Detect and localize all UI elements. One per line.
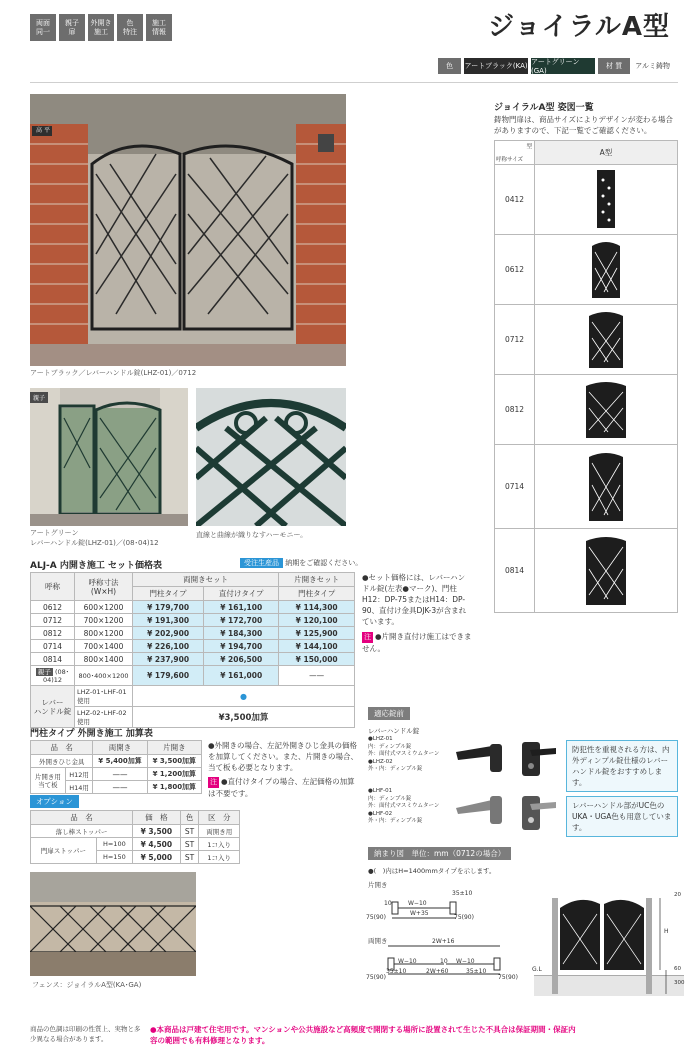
cell-name: 落し棒ストッパー bbox=[31, 825, 133, 838]
fit-elevation-drawing bbox=[534, 884, 684, 996]
lock-spec: 内：ディンプル錠 bbox=[368, 795, 412, 802]
cell-color: ST bbox=[180, 825, 199, 838]
cell-sub: H=100 bbox=[96, 838, 132, 851]
cell-price: ¥ 161,100 bbox=[204, 601, 279, 614]
dim-label: 35±10 bbox=[466, 968, 487, 975]
lock-model: ●LHZ-01 bbox=[368, 736, 393, 742]
lock-spec: 外：面付式マスミウムターン bbox=[368, 803, 440, 809]
dim-label: 75(90) bbox=[366, 914, 386, 921]
col-pillar: 門柱タイプ bbox=[133, 587, 204, 601]
order-note bbox=[240, 558, 362, 568]
feature-tag: 親子 扉 bbox=[59, 14, 85, 41]
fit-single-label: 片開き bbox=[368, 881, 388, 889]
cell-size: 800×1400 bbox=[75, 653, 133, 666]
table-row bbox=[31, 653, 355, 666]
ground-line-label: G.L bbox=[532, 966, 542, 973]
col-size-label: 呼称サイズ bbox=[496, 157, 524, 163]
pattern-size: 0712 bbox=[495, 305, 535, 375]
lock-group-1 bbox=[368, 736, 458, 774]
col-a-type: A型 bbox=[535, 141, 678, 165]
cell-price: ¥ 172,700 bbox=[204, 614, 279, 627]
fence-photo bbox=[30, 872, 196, 976]
cell-price: ¥ 144,100 bbox=[279, 640, 355, 653]
warn-mark: 注 bbox=[210, 778, 217, 786]
add-table bbox=[30, 740, 202, 794]
col-direct: 直付けタイプ bbox=[204, 587, 279, 601]
table-row-lever bbox=[31, 707, 355, 728]
lock-title-wrap bbox=[368, 708, 410, 719]
cell-name: 門扉ストッパー bbox=[31, 838, 97, 864]
cell-price: ¥ 184,300 bbox=[204, 627, 279, 640]
feature-tag: 施工 情報 bbox=[146, 14, 172, 41]
pattern-cell bbox=[535, 235, 678, 305]
footer-note: 商品の色調は印刷の性質上、実物と多少異なる場合があります。 bbox=[30, 1025, 141, 1043]
gate-0714-icon bbox=[584, 449, 628, 523]
made-to-order-badge: 受注生産品 bbox=[240, 558, 283, 568]
pattern-size: 0814 bbox=[495, 529, 535, 613]
col-size: 呼称寸法 (W×H) bbox=[75, 573, 133, 601]
pattern-row bbox=[495, 305, 678, 375]
pattern-size: 0412 bbox=[495, 165, 535, 235]
dim-label: W−10 bbox=[456, 958, 475, 965]
add-warn: ●直付けタイプの場合、左記価格の加算は不要です。 bbox=[208, 777, 355, 798]
cell-price: ¥ 237,900 bbox=[133, 653, 204, 666]
lock-spec: 内：ディンプル錠 bbox=[368, 743, 412, 750]
sub-caption-line: レバーハンドル錠(LHZ-01)／(08･04)12 bbox=[30, 539, 159, 547]
table-row bbox=[31, 640, 355, 653]
sub-caption-line: アートグリーン bbox=[30, 529, 79, 537]
col-double: 両開き bbox=[93, 741, 147, 755]
cell-size: 800×1200 bbox=[75, 627, 133, 640]
col-price: 価 格 bbox=[132, 811, 180, 825]
name-plate: 高 平 bbox=[36, 127, 50, 134]
cell-code: (08･04)12 bbox=[42, 668, 70, 684]
cell-sub: H=150 bbox=[96, 851, 132, 864]
color-swatch-green: アートグリーン(GA) bbox=[531, 58, 595, 74]
table-row bbox=[31, 825, 240, 838]
cell-size: 800･400×1200 bbox=[75, 666, 133, 686]
pattern-title: ジョイラルA型 姿図一覧 bbox=[494, 103, 594, 113]
dim-label: 35±10 bbox=[452, 890, 473, 897]
col-double: 両開きセット bbox=[133, 573, 279, 587]
pattern-corner bbox=[495, 141, 535, 165]
table-row-lever bbox=[31, 686, 355, 707]
dim-label: 20 bbox=[674, 892, 681, 898]
cell-name: 片開き用 当て板 bbox=[31, 768, 66, 794]
dim-label: H bbox=[664, 928, 669, 935]
fit-double-label: 両開き bbox=[368, 937, 388, 945]
pattern-row bbox=[495, 235, 678, 305]
col-single-pillar: 門柱タイプ bbox=[279, 587, 355, 601]
cell-size: 700×1200 bbox=[75, 614, 133, 627]
cell-price: ¥ 179,600 bbox=[133, 666, 204, 686]
dim-label: W−10 bbox=[408, 900, 427, 907]
cell-price: ¥ 150,000 bbox=[279, 653, 355, 666]
detail-photo bbox=[196, 388, 346, 526]
warn-mark: 注 bbox=[364, 633, 371, 641]
cell-color: ST bbox=[180, 838, 199, 851]
feature-tags bbox=[30, 14, 172, 41]
color-label: 色 bbox=[438, 58, 461, 74]
color-swatch-black: アートブラック(KA) bbox=[464, 58, 528, 74]
table-row bbox=[31, 601, 355, 614]
pattern-row bbox=[495, 445, 678, 529]
cell-price: ¥ 161,000 bbox=[204, 666, 279, 686]
lock-subtitle: レバーハンドル錠 bbox=[368, 727, 420, 735]
add-table-title: 門柱タイプ 外開き施工 加算表 bbox=[30, 729, 153, 739]
dim-label: 35±10 bbox=[386, 968, 407, 975]
dim-label: W−10 bbox=[398, 958, 417, 965]
lock-spec: 外・内：ディンプル錠 bbox=[368, 818, 423, 824]
lever-row: LHZ-01･LHF-01使用 bbox=[75, 686, 133, 707]
cell-price: ¥ 1,800加算 bbox=[147, 781, 201, 794]
cell-price: ¥ 4,500 bbox=[132, 838, 180, 851]
lock-spec: 外：面付式マスミウムターン bbox=[368, 751, 440, 757]
fence-caption: フェンス：ジョイラルA型(KA･GA) bbox=[32, 981, 142, 989]
cell-code: 0812 bbox=[31, 627, 75, 640]
lock-model: ●LHZ-02 bbox=[368, 758, 393, 765]
lock-spec: 外・内：ディンプル錠 bbox=[368, 766, 423, 772]
cell-price: ¥ 226,100 bbox=[133, 640, 204, 653]
cell-price: ¥ 191,300 bbox=[133, 614, 204, 627]
lock-group-2 bbox=[368, 788, 458, 826]
cell-type: 1コ入り bbox=[199, 851, 240, 864]
pattern-cell bbox=[535, 165, 678, 235]
dim-label: 60 bbox=[674, 966, 681, 972]
oyako-label: 親子 bbox=[37, 668, 51, 676]
cell-price: ¥ 125,900 bbox=[279, 627, 355, 640]
dim-label: 300 bbox=[674, 980, 685, 986]
cell-code: 0714 bbox=[31, 640, 75, 653]
page-title: ジョイラルA型 bbox=[488, 12, 670, 42]
table-row bbox=[31, 838, 240, 851]
gate-0814-icon bbox=[582, 533, 630, 607]
gate-0412-icon bbox=[591, 168, 621, 230]
cell-type: 両開き用 bbox=[199, 825, 240, 838]
dim-label: 75(90) bbox=[454, 914, 474, 921]
pattern-size: 0714 bbox=[495, 445, 535, 529]
option-badge-wrap bbox=[30, 796, 79, 807]
cell-type: 1コ入り bbox=[199, 838, 240, 851]
add-notes bbox=[208, 740, 358, 799]
pattern-row bbox=[495, 375, 678, 445]
col-single: 片開き bbox=[147, 741, 201, 755]
divider bbox=[30, 82, 678, 83]
main-photo-caption: アートブラック／レバーハンドル錠(LHZ-01)／0712 bbox=[30, 369, 197, 377]
col-name: 品 名 bbox=[31, 811, 133, 825]
dim-label: 10 bbox=[440, 958, 448, 965]
cell-price: ¥ 206,500 bbox=[204, 653, 279, 666]
col-type-label: 型 bbox=[526, 144, 532, 150]
lever-label: レバー ハンドル錠 bbox=[31, 686, 75, 728]
fence-illustration bbox=[30, 872, 196, 976]
cell-price: ¥ 5,000 bbox=[132, 851, 180, 864]
dim-label: 10 bbox=[384, 900, 392, 907]
pattern-size: 0612 bbox=[495, 235, 535, 305]
pattern-cell bbox=[535, 305, 678, 375]
price-note: ●セット価格には、レバーハンドル錠(左表●マーク)、門柱H12：DP-75またはH14：DP-90、直付け金具DJK-3が含まれています。 bbox=[362, 573, 467, 626]
table-row bbox=[31, 768, 202, 781]
cell-price: ¥ 120,100 bbox=[279, 614, 355, 627]
cell-code: 0814 bbox=[31, 653, 75, 666]
gate-photo-illustration bbox=[30, 94, 346, 366]
color-bar bbox=[438, 58, 670, 74]
pattern-size: 0812 bbox=[495, 375, 535, 445]
cell-price: ¥ 1,200加算 bbox=[147, 768, 201, 781]
col-color: 色 bbox=[180, 811, 199, 825]
cell-price: ¥ 5,400加算 bbox=[93, 755, 147, 768]
cell-code: 0612 bbox=[31, 601, 75, 614]
pattern-row bbox=[495, 529, 678, 613]
table-row bbox=[31, 627, 355, 640]
fit-note: ●( )内はH=1400mmタイプを示します。 bbox=[368, 867, 496, 875]
cell-price: —— bbox=[93, 781, 147, 794]
security-callout: 防犯性を重視される方は、内外ディンプル錠仕様のレバーハンドル錠をおすすめします。 bbox=[566, 740, 678, 792]
pattern-cell bbox=[535, 445, 678, 529]
pattern-row bbox=[495, 165, 678, 235]
oyako-badge: 親子 bbox=[30, 392, 48, 403]
lever-add-price: ¥3,500加算 bbox=[133, 707, 355, 728]
footer-warning: ●本商品は戸建て住宅用です。マンションや公共施設など高頻度で開閉する場所に設置されて生じた不具合は保証期間・保証内容の範囲でも有料修理となります。 bbox=[150, 1025, 576, 1045]
lock-model: ●LHF-02 bbox=[368, 810, 393, 817]
pattern-cell bbox=[535, 529, 678, 613]
cell-price: ¥ 114,300 bbox=[279, 601, 355, 614]
pattern-table bbox=[494, 140, 678, 613]
order-note-text: 納期をご確認ください。 bbox=[285, 559, 363, 567]
cell-price: ¥ 3,500加算 bbox=[147, 755, 201, 768]
table-row-oyako bbox=[31, 666, 355, 686]
lattice-detail-illustration bbox=[196, 388, 346, 526]
option-table bbox=[30, 810, 240, 864]
gate-0712-icon bbox=[584, 308, 628, 370]
detail-photo-caption: 直線と曲線が織りなすハーモニー。 bbox=[196, 531, 308, 539]
price-notes bbox=[362, 572, 472, 654]
option-badge: オプション bbox=[30, 795, 79, 808]
col-code: 呼称 bbox=[31, 573, 75, 601]
sub-photo bbox=[30, 388, 188, 526]
cell-price: ¥ 202,900 bbox=[133, 627, 204, 640]
pattern-desc: 鋳物門扉は、商品サイズによりデザインが変わる場合がありますので、下記一覧でご確認ください。 bbox=[494, 115, 673, 135]
fit-title: 納まり図 単位：mm（0712の場合） bbox=[368, 847, 511, 860]
lock-title: 適応錠前 bbox=[368, 707, 410, 720]
lever-row: LHZ-02･LHF-02使用 bbox=[75, 707, 133, 728]
dim-label: 75(90) bbox=[366, 974, 386, 981]
add-note: ●外開きの場合、左記外開きひじ金具の価格を加算してください。また、片開きの場合、当て板も必要となります。 bbox=[208, 741, 358, 772]
price-warn: ●片開き直付け施工はできません。 bbox=[362, 632, 472, 653]
lock-model: ●LHF-01 bbox=[368, 788, 393, 794]
sub-photo-caption bbox=[30, 528, 159, 548]
dim-label: 2W+16 bbox=[432, 938, 455, 945]
table-row bbox=[31, 755, 202, 768]
lever-included-mark: ● bbox=[133, 686, 355, 707]
col-name: 品 名 bbox=[31, 741, 93, 755]
cell-sub: H14用 bbox=[65, 781, 93, 794]
cell-price: ¥ 3,500 bbox=[132, 825, 180, 838]
material-label: 材 質 bbox=[598, 58, 630, 74]
cell-size: 600×1200 bbox=[75, 601, 133, 614]
cell-price: —— bbox=[279, 666, 355, 686]
green-gate-illustration bbox=[30, 388, 188, 526]
gate-0812-icon bbox=[582, 378, 630, 440]
cell-color: ST bbox=[180, 851, 199, 864]
price-table bbox=[30, 572, 355, 728]
cell-price: —— bbox=[93, 768, 147, 781]
fit-title-wrap bbox=[368, 848, 511, 859]
cell-size: 700×1400 bbox=[75, 640, 133, 653]
dim-label: 2W+60 bbox=[426, 968, 449, 975]
table-row bbox=[31, 614, 355, 627]
col-type: 区 分 bbox=[199, 811, 240, 825]
feature-tag: 両面 同一 bbox=[30, 14, 56, 41]
dim-label: 75(90) bbox=[498, 974, 518, 981]
price-table-title: ALJ-A 内開き施工 セット価格表 bbox=[30, 561, 163, 571]
feature-tag: 色 特注 bbox=[117, 14, 143, 41]
col-single: 片開きセット bbox=[279, 573, 355, 587]
color-callout: レバーハンドル部がUC色のUKA・UGA色も用意しています。 bbox=[566, 796, 678, 837]
cell-code: 0712 bbox=[31, 614, 75, 627]
cell-sub: H12用 bbox=[65, 768, 93, 781]
cell-price: ¥ 179,700 bbox=[133, 601, 204, 614]
cell-name: 外開きひじ金具 bbox=[31, 755, 93, 768]
material-value: アルミ鋳物 bbox=[635, 62, 670, 70]
feature-tag: 外開き 施工 bbox=[88, 14, 114, 41]
lever-handle-icon bbox=[452, 734, 562, 844]
pattern-cell bbox=[535, 375, 678, 445]
gate-0612-icon bbox=[586, 238, 626, 300]
dim-label: W+35 bbox=[410, 910, 429, 917]
main-photo bbox=[30, 94, 346, 366]
cell-price: ¥ 194,700 bbox=[204, 640, 279, 653]
